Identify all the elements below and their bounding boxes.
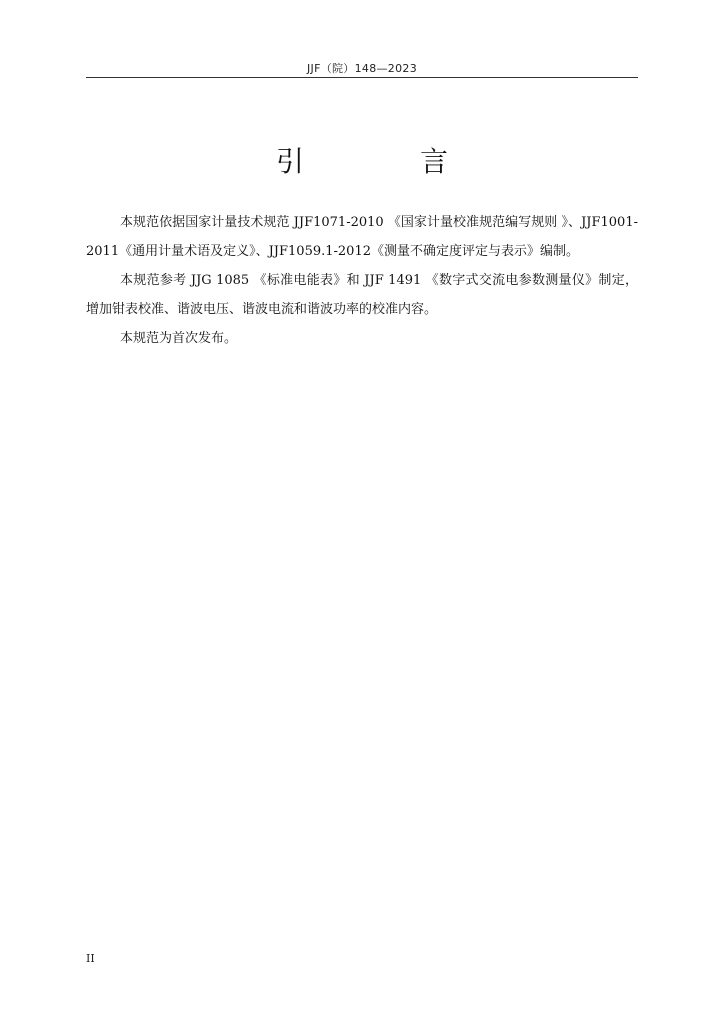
page-title: 引 言: [275, 145, 492, 178]
paragraph-first-release: 本规范为首次发布。: [120, 331, 238, 346]
header-divider: [86, 77, 638, 78]
page-number: II: [86, 952, 95, 965]
body-text: [86, 208, 638, 353]
paragraph-basis: 本规范依据国家计量技术规范 JJF1071-2010 《国家计量校准规范编写规则 》、JJF1001-2011《通用计量术语及定义》、JJF1059.1-2012《测量不确定度评定与表示》编制。: [86, 215, 638, 259]
running-header: JJF（院）148—2023: [306, 62, 417, 75]
paragraph-reference: 本规范参考 JJG 1085 《标准电能表》和 JJF 1491 《数字式交流电参数测量仪》制定，增加钳表校准、谐波电压、谐波电流和谐波功率的校准内容。: [86, 273, 638, 317]
